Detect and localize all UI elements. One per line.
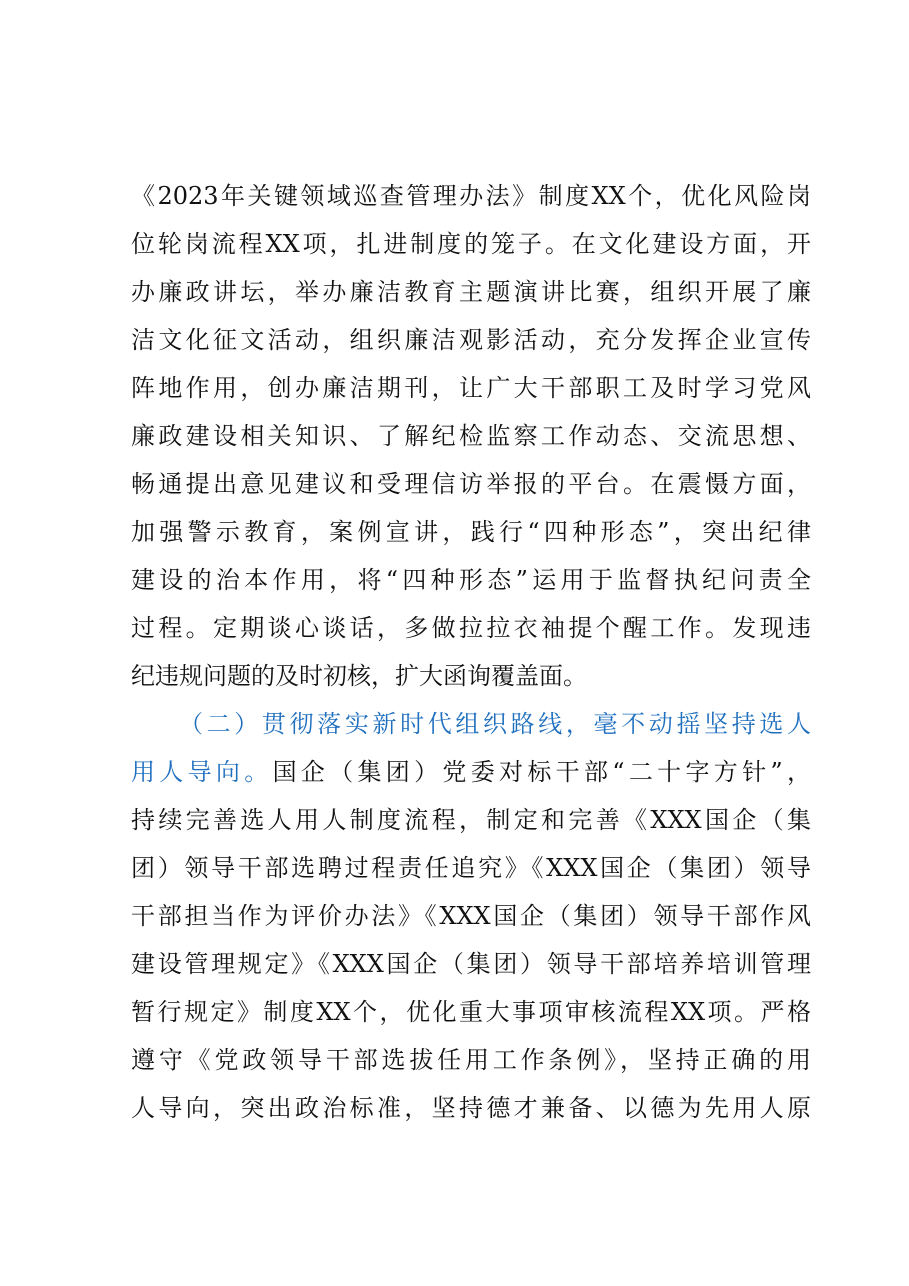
text-line: 遵守《党政领导干部选拔任用工作条例》，坚持正确的用	[131, 1046, 811, 1074]
text-line: 纪违规问题的及时初核，扩大函询覆盖面。	[131, 662, 587, 690]
text-line: 过程。定期谈心谈话，多做拉拉衣袖提个醒工作。发现违	[131, 614, 811, 642]
text-line: 位轮岗流程XX项，扎进制度的笼子。在文化建设方面，开	[131, 230, 811, 258]
text-line: 廉政建设相关知识、了解纪检监察工作动态、交流思想、	[131, 422, 811, 450]
text-line: 干部担当作为评价办法》《XXX国企（集团）领导干部作风	[131, 902, 811, 930]
section-heading-end: 用人导向。	[131, 758, 273, 786]
text-line: 洁文化征文活动，组织廉洁观影活动，充分发挥企业宣传	[131, 326, 811, 354]
paragraph-2	[131, 700, 811, 1132]
section-heading: （二）贯彻落实新时代组织路线，毫不动摇坚持选人	[179, 710, 811, 738]
text-line: 办廉政讲坛，举办廉洁教育主题演讲比赛，组织开展了廉	[131, 278, 811, 306]
text-line: 持续完善选人用人制度流程，制定和完善《XXX国企（集	[131, 806, 811, 834]
text-line: 暂行规定》制度XX个，优化重大事项审核流程XX项。严格	[131, 998, 811, 1026]
text-line-rest: 国企（集团）党委对标干部“二十字方针”，	[272, 758, 812, 786]
text-line: 团）领导干部选聘过程责任追究》《XXX国企（集团）领导	[131, 854, 811, 882]
text-line: 人导向，突出政治标准，坚持德才兼备、以德为先用人原	[131, 1094, 811, 1122]
text-line: 建设管理规定》《XXX国企（集团）领导干部培养培训管理	[131, 950, 811, 978]
text-line: 阵地作用，创办廉洁期刊，让广大干部职工及时学习党风	[131, 374, 811, 402]
text-line: 《2023年关键领域巡查管理办法》制度XX个，优化风险岗	[131, 182, 811, 210]
text-line: 建设的治本作用，将“四种形态”运用于监督执纪问责全	[131, 566, 811, 594]
text-line: 加强警示教育，案例宣讲，践行“四种形态”，突出纪律	[131, 518, 811, 546]
text-line: 畅通提出意见建议和受理信访举报的平台。在震慑方面，	[131, 470, 811, 498]
text-line	[131, 748, 811, 796]
paragraph-1	[131, 172, 811, 700]
